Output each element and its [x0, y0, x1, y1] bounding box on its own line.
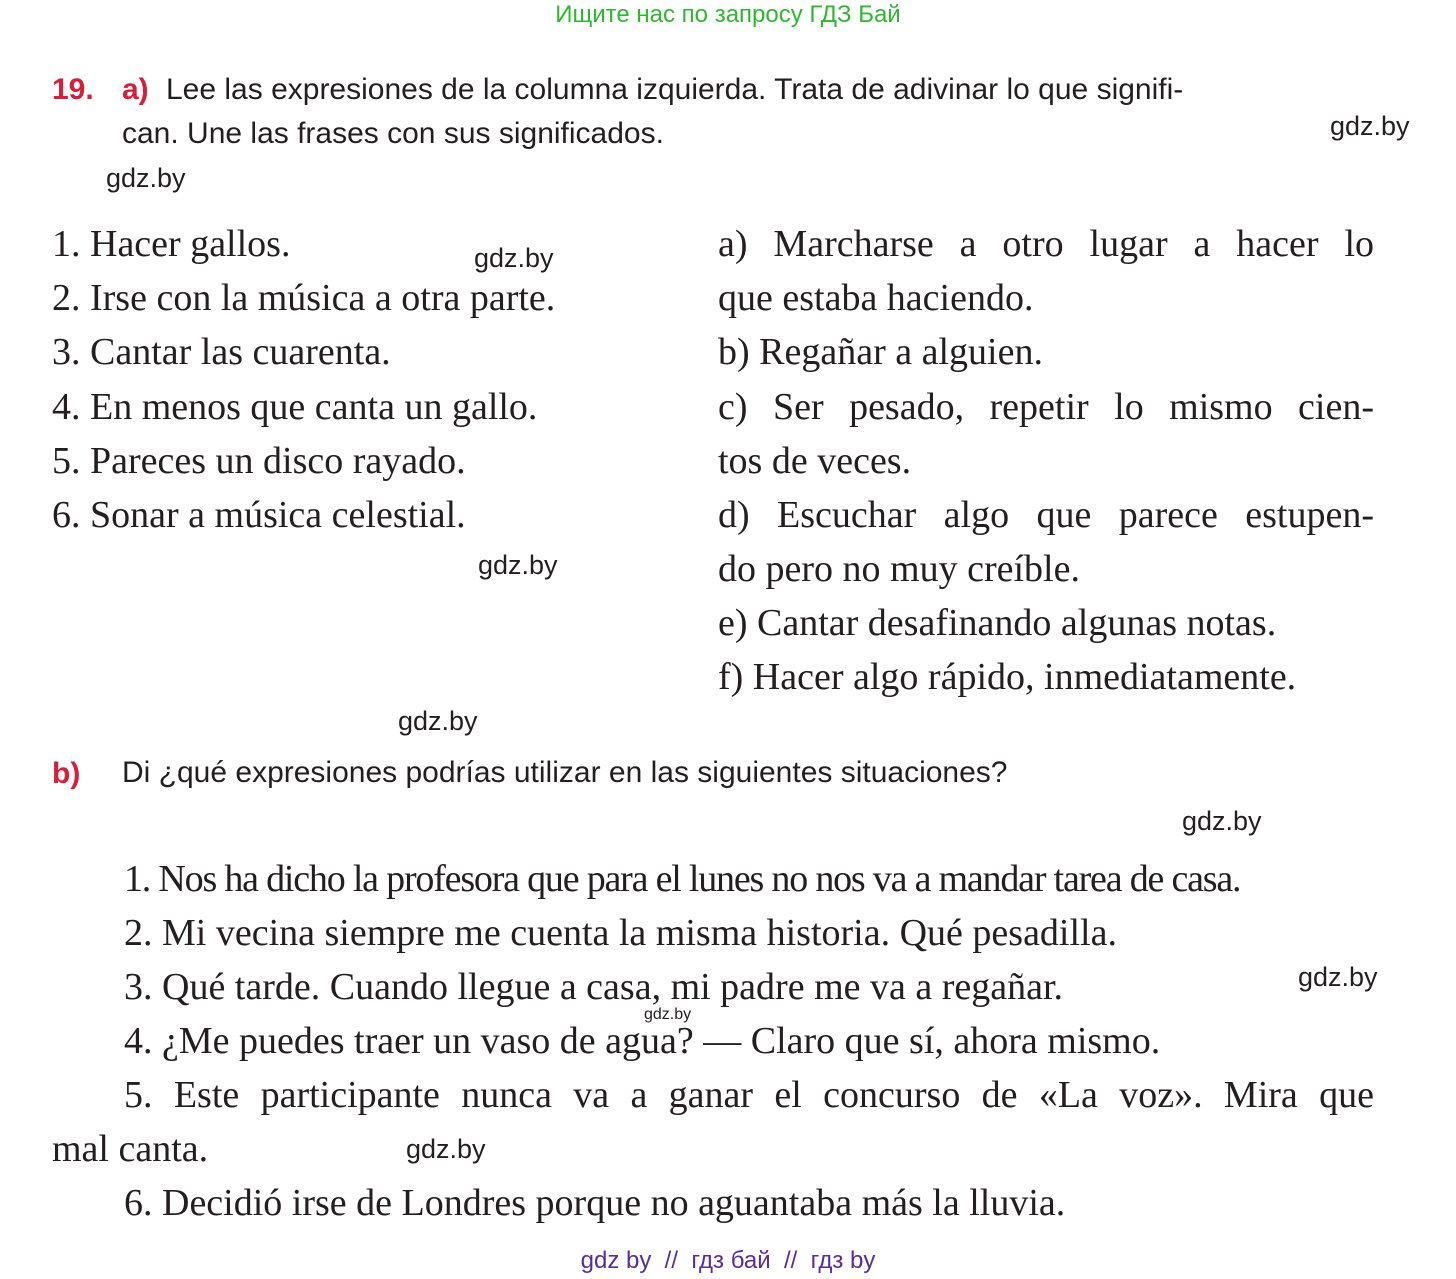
watermark: gdz.by	[406, 1134, 486, 1164]
part-a-instruction-line1: Lee las expresiones de la columna izquierda. Trata de adivinar lo que signifi-	[166, 73, 1184, 106]
situation-line: 2. Mi vecina siempre me cuenta la misma historia. Qué pesadilla.	[124, 912, 1117, 954]
situation-line: 3. Qué tarde. Cuando llegue a casa, mi padre me va a regañar.	[124, 966, 1064, 1008]
meaning-line: que estaba haciendo.	[718, 277, 1034, 319]
meaning-line: f) Hacer algo rápido, inmediatamente.	[718, 656, 1297, 698]
top-banner: Ищите нас по запросу ГДЗ Бай	[555, 1, 901, 28]
part-a-instruction-line2: can. Une las frases con sus significados.	[122, 117, 664, 150]
watermark: gdz.by	[478, 550, 558, 580]
task-number: 19.	[52, 73, 94, 106]
meaning-line: c) Ser pesado, repetir lo mismo cien-	[718, 386, 1374, 428]
watermark: gdz.by	[644, 1006, 692, 1023]
part-b-instruction: Di ¿qué expresiones podrías utilizar en las siguientes situaciones?	[122, 756, 1008, 789]
situation-line: 4. ¿Me puedes traer un vaso de agua? — Claro que sí, ahora mismo.	[124, 1020, 1161, 1062]
situation-line: 6. Decidió irse de Londres porque no aguantaba más la lluvia.	[124, 1182, 1066, 1224]
meaning-line: e) Cantar desafinando algunas notas.	[718, 602, 1277, 644]
situation-line: mal canta.	[52, 1128, 209, 1170]
expression-item: 2. Irse con la música a otra parte.	[52, 277, 556, 319]
expression-item: 5. Pareces un disco rayado.	[52, 440, 466, 482]
expression-item: 6. Sonar a música celestial.	[52, 494, 466, 536]
expression-item: 4. En menos que canta un gallo.	[52, 386, 538, 428]
meaning-line: do pero no muy creíble.	[718, 548, 1080, 590]
meaning-line: d) Escuchar algo que parece estupen-	[718, 494, 1374, 536]
expression-item: 1. Hacer gallos.	[52, 223, 291, 265]
watermark: gdz.by	[1330, 111, 1410, 141]
meaning-line: tos de veces.	[718, 440, 912, 482]
footer-watermark: gdz by // гдз бай // гдз by	[580, 1247, 876, 1274]
expression-item: 3. Cantar las cuarenta.	[52, 331, 391, 373]
watermark: gdz.by	[1298, 962, 1378, 992]
watermark: gdz.by	[398, 706, 478, 736]
part-b-label: b)	[52, 757, 81, 790]
watermark: gdz.by	[474, 243, 554, 273]
situation-line: 1. Nos ha dicho la profesora que para el lunes no nos va a mandar tarea de casa.	[124, 858, 1241, 900]
meaning-line: b) Regañar a alguien.	[718, 331, 1043, 373]
situation-line: 5. Este participante nunca va a ganar el concurso de «La voz». Mira que	[124, 1074, 1374, 1116]
part-a-label: a)	[122, 73, 149, 106]
watermark: gdz.by	[1182, 806, 1262, 836]
watermark: gdz.by	[106, 163, 186, 193]
meaning-line: a) Marcharse a otro lugar a hacer lo	[718, 223, 1374, 265]
